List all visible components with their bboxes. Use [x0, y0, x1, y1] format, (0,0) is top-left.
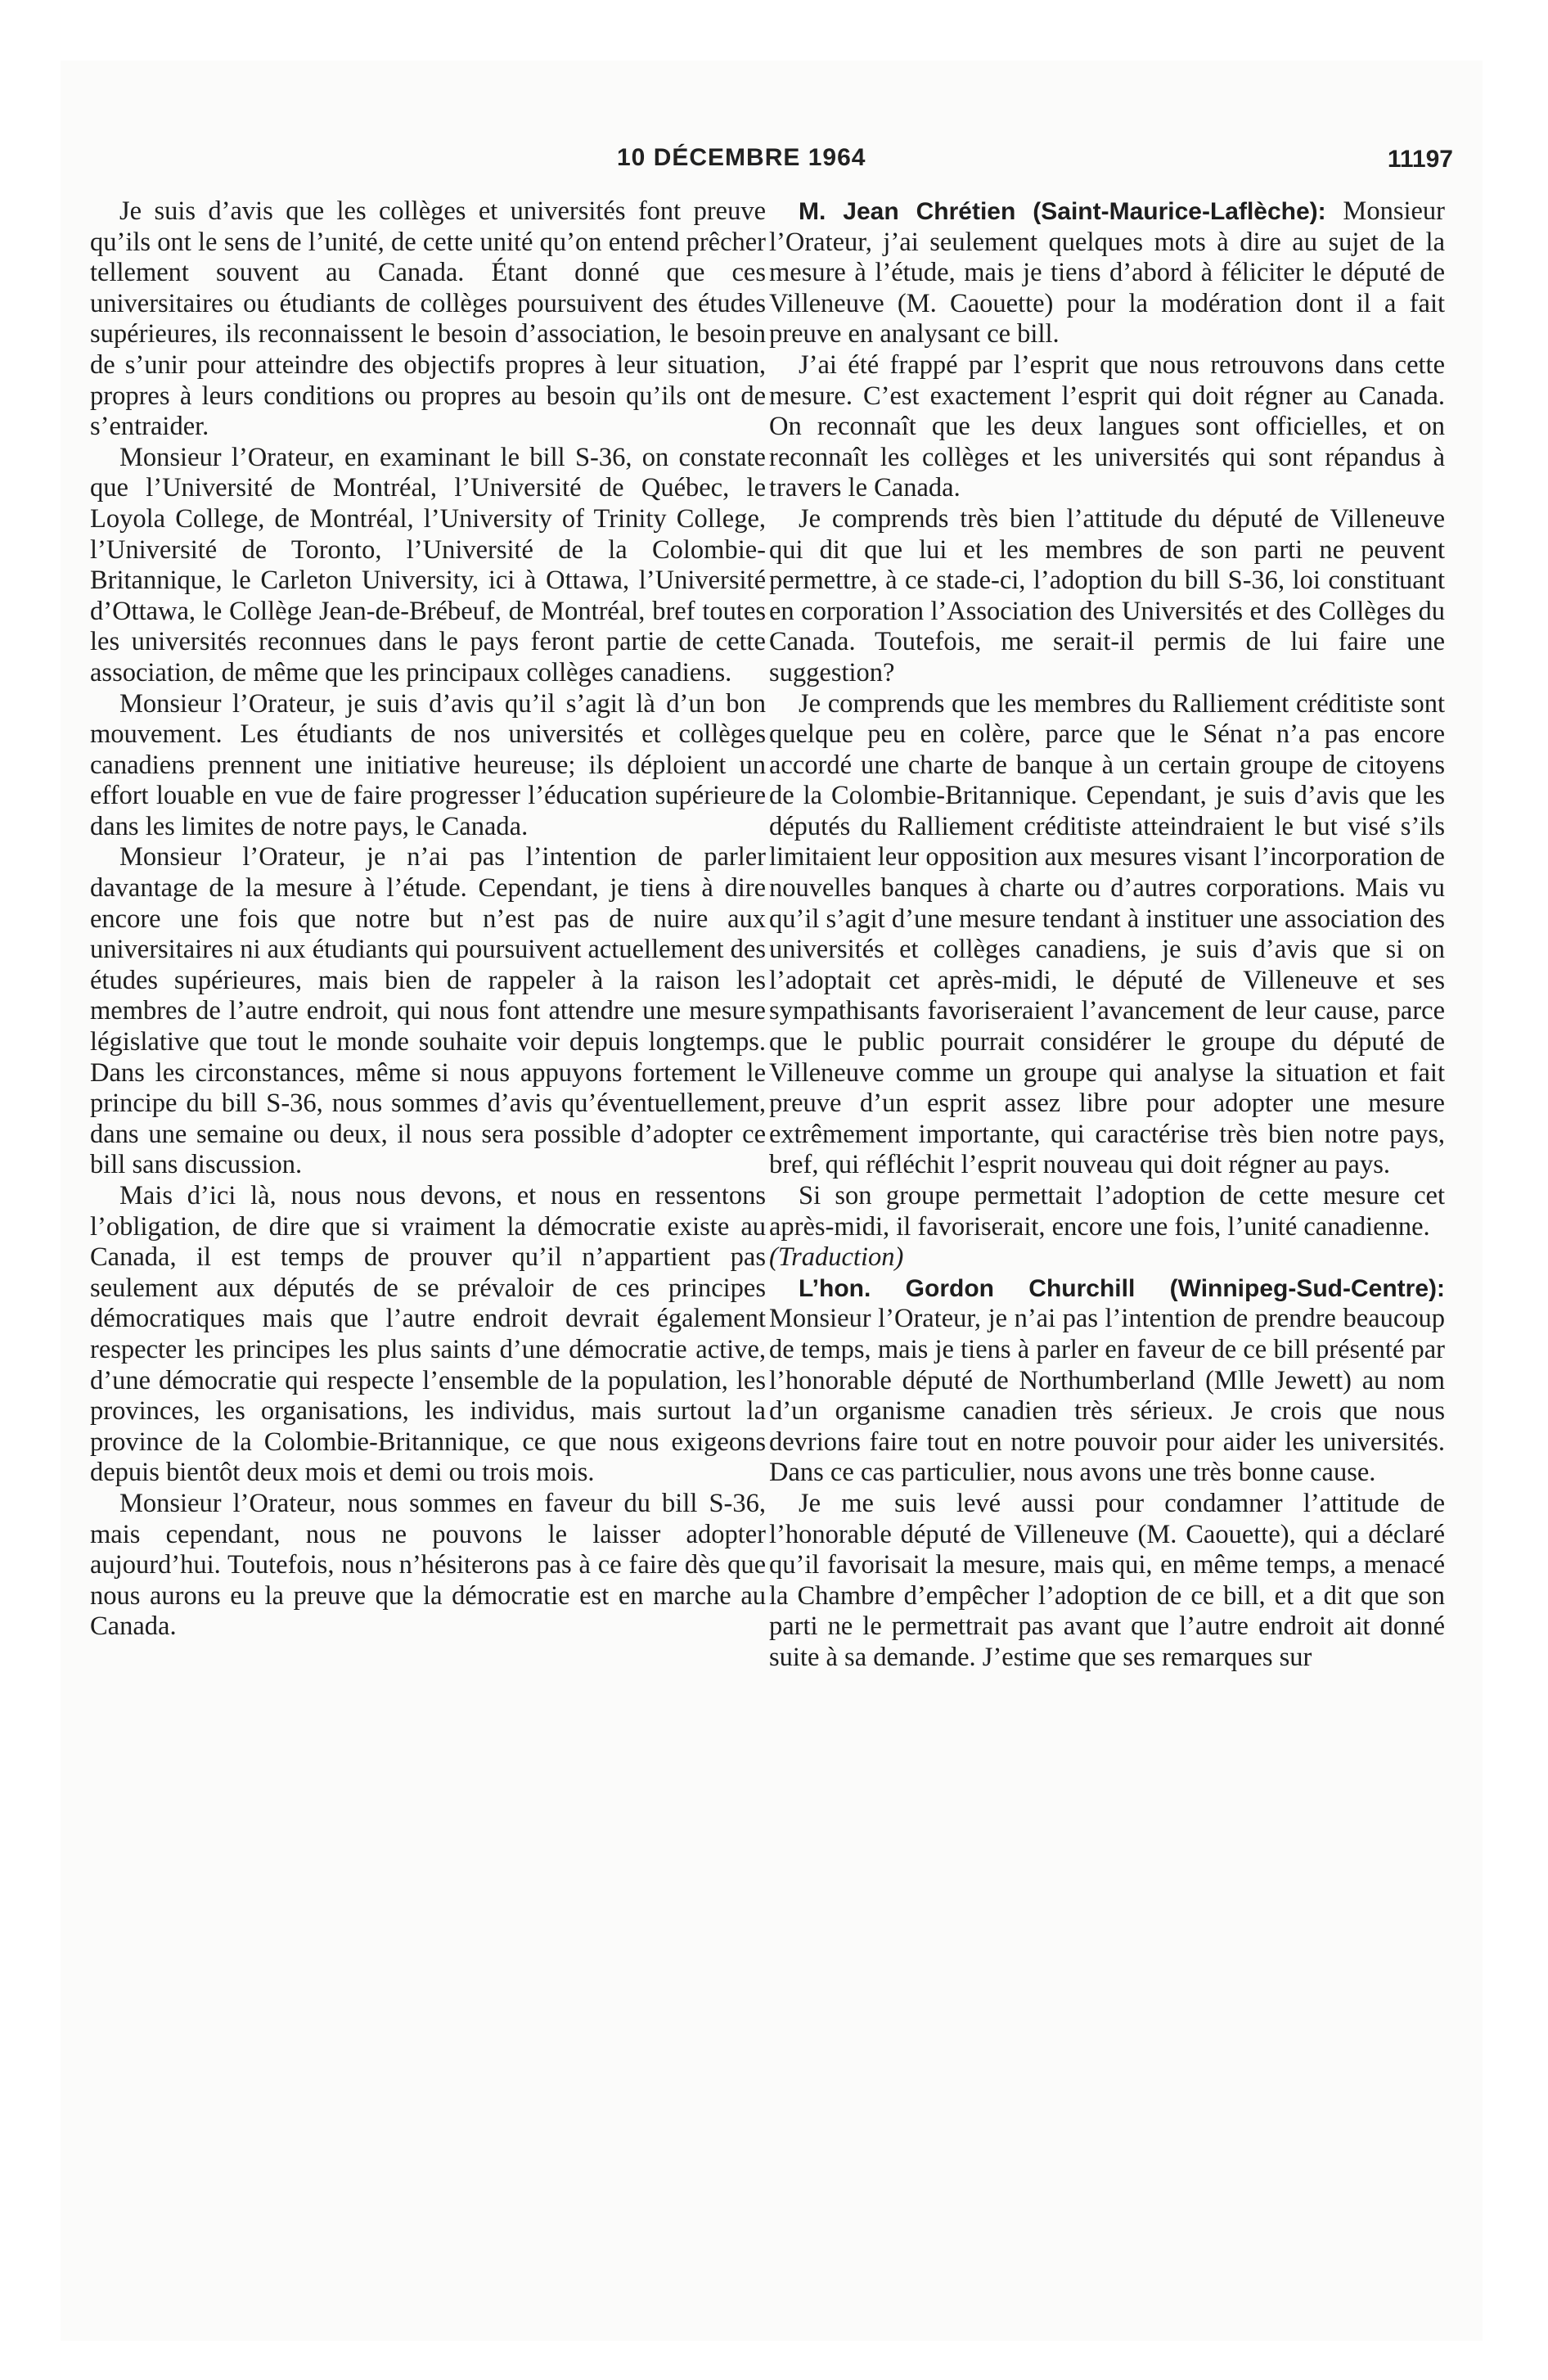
- page-header: [61, 144, 1483, 185]
- paragraph: Monsieur l’Orateur, je n’ai pas l’intention de parler davantage de la mesure à l’étude. Cependant, je tiens à dire encore une fois que notre but n’est pas de nuire aux universitaires ni aux étudiants qui poursuivent actuellement des études supérieures, mais bien de rappeler à la raison les membres de l’autre endroit, qui nous font attendre une mesure législative que tout le monde souhaite voir depuis longtemps. Dans les circonstances, même si nous appuyons fortement le principe du bill S-36, nous sommes d’avis qu’éventuellement, dans une semaine ou deux, il nous sera possible d’adopter ce bill sans discussion.: [90, 842, 766, 1180]
- paragraph: J’ai été frappé par l’esprit que nous retrouvons dans cette mesure. C’est exactement l’esprit qui doit régner au Canada. On reconnaît que les deux langues sont officielles, et on reconnaît les collèges et les universités qui sont répandus à travers le Canada.: [769, 349, 1445, 503]
- paragraph: Je suis d’avis que les collèges et universités font preuve qu’ils ont le sens de l’unité, de cette unité qu’on entend prêcher tellement souvent au Canada. Étant donné que ces universitaires ou étudiants de collèges poursuivent des études supérieures, ils reconnaissent le besoin d’association, le besoin de s’unir pour atteindre des objectifs propres à leur situation, propres à leurs conditions ou propres au besoin qu’ils ont de s’entraider.: [90, 196, 766, 442]
- page-number: 11197: [1387, 146, 1453, 173]
- speaker-name: M. Jean Chrétien (Saint-Maurice-Laflèche):: [799, 198, 1326, 225]
- speech-text: Monsieur l’Orateur, je n’ai pas l’intention de prendre beaucoup de temps, mais je tiens à parler en faveur de ce bill présenté par l’honorable député de Northumberland (Mlle Jewett) au nom d’un organisme canadien très sérieux. Je crois que nous devrions faire tout en notre pouvoir pour aider les universités. Dans ce cas particulier, nous avons une très bonne cause.: [769, 1304, 1445, 1488]
- paragraph: Je comprends très bien l’attitude du député de Villeneuve qui dit que lui et les membres de son parti ne peuvent permettre, à ce stade-ci, l’adoption du bill S-36, loi constituant en corporation l’Association des Universités et des Collèges du Canada. Toutefois, me serait-il permis de lui faire une suggestion?: [769, 503, 1445, 687]
- paragraph: Je me suis levé aussi pour condamner l’attitude de l’honorable député de Villeneuve (M. Caouette), qui a déclaré qu’il favorisait la mesure, mais qui, en même temps, a menacé la Chambre d’empêcher l’adoption de ce bill, et a dit que son parti ne le permettrait pas avant que l’autre endroit ait donné suite à sa demande. J’estime que ses remarques sur: [769, 1488, 1445, 1672]
- paragraph: Monsieur l’Orateur, nous sommes en faveur du bill S-36, mais cependant, nous ne pouvons le laisser adopter aujourd’hui. Toutefois, nous n’hésiterons pas à ce faire dès que nous aurons eu la preuve que la démocratie est en marche au Canada.: [90, 1488, 766, 1642]
- header-date: 10 DÉCEMBRE 1964: [617, 144, 866, 171]
- right-column: [769, 196, 1445, 1674]
- paragraph: Si son groupe permettait l’adoption de cette mesure cet après-midi, il favoriserait, encore une fois, l’unité canadienne.: [769, 1181, 1445, 1242]
- speech-churchill: [769, 1273, 1445, 1489]
- speech-chretien: [769, 196, 1445, 350]
- left-column: [90, 196, 766, 1643]
- speaker-name: L’hon. Gordon Churchill (Winnipeg-Sud-Centre):: [799, 1274, 1445, 1302]
- paragraph: Mais d’ici là, nous nous devons, et nous en ressentons l’obligation, de dire que si vraiment la démocratie existe au Canada, il est temps de prouver qu’il n’appartient pas seulement aux députés de se prévaloir de ces principes démocratiques mais que l’autre endroit devrait également respecter les principes les plus saints d’une démocratie active, d’une démocratie qui respecte l’ensemble de la population, les provinces, les organisations, les individus, mais surtout la province de la Colombie-Britannique, ce que nous exigeons depuis bientôt deux mois et demi ou trois mois.: [90, 1181, 766, 1488]
- paragraph: Monsieur l’Orateur, je suis d’avis qu’il s’agit là d’un bon mouvement. Les étudiants de nos universités et collèges canadiens prennent une initiative heureuse; ils déploient un effort louable en vue de faire progresser l’éducation supérieure dans les limites de notre pays, le Canada.: [90, 688, 766, 841]
- paragraph: Je comprends que les membres du Ralliement créditiste sont quelque peu en colère, parce que le Sénat n’a pas encore accordé une charte de banque à un certain groupe de citoyens de la Colombie-Britannique. Cependant, je suis d’avis que les députés du Ralliement créditiste atteindraient le but visé s’ils limitaient leur opposition aux mesures visant l’incorporation de nouvelles banques à charte ou d’autres corporations. Mais vu qu’il s’agit d’une mesure tendant à instituer une association des universités et collèges canadiens, je suis d’avis que si on l’adoptait cet après-midi, le député de Villeneuve et ses sympathisants favoriseraient l’avancement de leur cause, parce que le public pourrait considérer le groupe du député de Villeneuve comme un groupe qui analyse la situation et fait preuve d’un esprit assez libre pour adopter une mesure extrêmement importante, qui caractérise très bien notre pays, bref, qui réfléchit l’esprit nouveau qui doit régner au pays.: [769, 688, 1445, 1180]
- paragraph: Monsieur l’Orateur, en examinant le bill S-36, on constate que l’Université de Montréal, l’Université de Québec, le Loyola College, de Montréal, l’University of Trinity College, l’Université de Toronto, l’Université de la Colombie-Britannique, le Carleton University, ici à Ottawa, l’Université d’Ottawa, le Collège Jean-de-Brébeuf, de Montréal, bref toutes les universités reconnues dans le pays feront partie de cette association, de même que les principaux collèges canadiens.: [90, 442, 766, 687]
- translation-note: (Traduction): [769, 1242, 904, 1273]
- document-page: [61, 61, 1483, 2341]
- speech-text: Monsieur l’Orateur, j’ai seulement quelques mots à dire au sujet de la mesure à l’étude, mais je tiens d’abord à féliciter le député de Villeneuve (M. Caouette) pour la modération dont il a fait preuve en analysant ce bill.: [769, 196, 1445, 349]
